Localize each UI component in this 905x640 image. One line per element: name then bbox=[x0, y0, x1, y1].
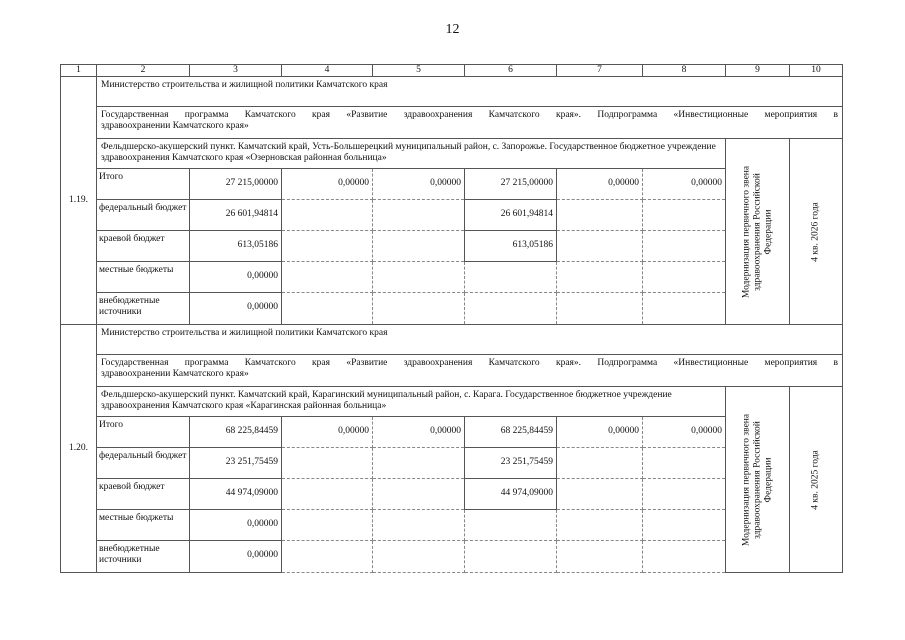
deadline-cell bbox=[790, 387, 843, 573]
deadline-text: 4 кв. 2026 года bbox=[810, 201, 821, 262]
finance-col6: 613,05186 bbox=[465, 231, 557, 262]
header-cell-5: 5 bbox=[373, 65, 465, 77]
finance-col7 bbox=[557, 479, 643, 510]
finance-col4 bbox=[282, 448, 373, 479]
program-text-line2: здравоохранении Камчатского края» bbox=[101, 121, 249, 131]
finance-col8 bbox=[643, 448, 726, 479]
finance-col6: 23 251,75459 bbox=[465, 448, 557, 479]
deadline-cell bbox=[790, 139, 843, 325]
finance-col3: 0,00000 bbox=[190, 293, 282, 325]
finance-col6: 68 225,84459 bbox=[465, 417, 557, 448]
finance-label: Итого bbox=[97, 417, 190, 448]
page-number: 12 bbox=[445, 22, 460, 37]
program-text-line1: Государственная программа Камчатского края «Развитие здравоохранения Камчатского края». Подпрограмма «Инвестиционные мероприятия в bbox=[101, 110, 838, 120]
ministry-text: Министерство строительства и жилищной политики Камчатского края bbox=[97, 77, 843, 107]
header-cell-2: 2 bbox=[97, 65, 190, 77]
finance-col8 bbox=[643, 231, 726, 262]
finance-col6 bbox=[465, 510, 557, 541]
finance-col8 bbox=[643, 200, 726, 231]
finance-col7 bbox=[557, 448, 643, 479]
finance-col3: 68 225,84459 bbox=[190, 417, 282, 448]
header-row bbox=[61, 65, 843, 77]
finance-col3: 613,05186 bbox=[190, 231, 282, 262]
purpose-cell bbox=[726, 387, 790, 573]
program-row bbox=[61, 355, 843, 387]
finance-col8 bbox=[643, 293, 726, 325]
finance-col4 bbox=[282, 200, 373, 231]
finance-col5 bbox=[373, 479, 465, 510]
row-number: 1.19. bbox=[61, 77, 97, 325]
finance-col3: 27 215,00000 bbox=[190, 169, 282, 200]
purpose-text: Модернизация первичного звена здравоохранения Российской Федерации bbox=[741, 165, 773, 298]
finance-col8: 0,00000 bbox=[643, 169, 726, 200]
program-text-line1: Государственная программа Камчатского края «Развитие здравоохранения Камчатского края». Подпрограмма «Инвестиционные мероприятия в bbox=[101, 358, 838, 368]
finance-col5 bbox=[373, 262, 465, 293]
program-row bbox=[61, 107, 843, 139]
finance-col6 bbox=[465, 262, 557, 293]
finance-col4: 0,00000 bbox=[282, 417, 373, 448]
finance-col8 bbox=[643, 262, 726, 293]
finance-col5 bbox=[373, 510, 465, 541]
finance-label: внебюджетные источники bbox=[97, 293, 190, 325]
finance-label: местные бюджеты bbox=[97, 262, 190, 293]
ministry-text: Министерство строительства и жилищной политики Камчатского края bbox=[97, 325, 843, 355]
finance-col6 bbox=[465, 541, 557, 573]
finance-col6: 26 601,94814 bbox=[465, 200, 557, 231]
finance-col3: 26 601,94814 bbox=[190, 200, 282, 231]
finance-col5 bbox=[373, 200, 465, 231]
finance-label: краевой бюджет bbox=[97, 231, 190, 262]
finance-col5 bbox=[373, 448, 465, 479]
purpose-text: Модернизация первичного звена здравоохранения Российской Федерации bbox=[741, 413, 773, 546]
finance-col7 bbox=[557, 262, 643, 293]
finance-label: внебюджетные источники bbox=[97, 541, 190, 573]
finance-col3: 0,00000 bbox=[190, 541, 282, 573]
header-cell-7: 7 bbox=[557, 65, 643, 77]
header-cell-10: 10 bbox=[790, 65, 843, 77]
finance-col7 bbox=[557, 231, 643, 262]
finance-col4 bbox=[282, 541, 373, 573]
finance-label: краевой бюджет bbox=[97, 479, 190, 510]
finance-col5: 0,00000 bbox=[373, 169, 465, 200]
header-cell-3: 3 bbox=[190, 65, 282, 77]
finance-col7 bbox=[557, 200, 643, 231]
header-cell-8: 8 bbox=[643, 65, 726, 77]
program-text bbox=[97, 107, 843, 139]
finance-col3: 0,00000 bbox=[190, 262, 282, 293]
finance-col3: 44 974,09000 bbox=[190, 479, 282, 510]
finance-label: Итого bbox=[97, 169, 190, 200]
finance-col4: 0,00000 bbox=[282, 169, 373, 200]
purpose-cell bbox=[726, 139, 790, 325]
finance-col7 bbox=[557, 293, 643, 325]
finance-col6 bbox=[465, 293, 557, 325]
finance-col5 bbox=[373, 541, 465, 573]
header-cell-1: 1 bbox=[61, 65, 97, 77]
finance-col6: 27 215,00000 bbox=[465, 169, 557, 200]
finance-col8 bbox=[643, 479, 726, 510]
finance-col5 bbox=[373, 293, 465, 325]
deadline-text: 4 кв. 2025 года bbox=[810, 449, 821, 510]
program-text-line2: здравоохранении Камчатского края» bbox=[101, 369, 249, 379]
finance-col7 bbox=[557, 541, 643, 573]
finance-col5: 0,00000 bbox=[373, 417, 465, 448]
finance-col4 bbox=[282, 262, 373, 293]
finance-label: федеральный бюджет bbox=[97, 200, 190, 231]
finance-col6: 44 974,09000 bbox=[465, 479, 557, 510]
finance-col3: 23 251,75459 bbox=[190, 448, 282, 479]
finance-col8 bbox=[643, 510, 726, 541]
object-text: Фельдшерско-акушерский пункт. Камчатский край, Карагинский муниципальный район, с. Карага. Государственное бюджетное учреждение здравоохранения Камчатского края «Карагинская районная больница» bbox=[97, 387, 726, 417]
finance-col4 bbox=[282, 479, 373, 510]
object-row bbox=[61, 387, 843, 417]
finance-col8 bbox=[643, 541, 726, 573]
finance-col4 bbox=[282, 293, 373, 325]
finance-col8: 0,00000 bbox=[643, 417, 726, 448]
finance-col3: 0,00000 bbox=[190, 510, 282, 541]
object-row bbox=[61, 139, 843, 169]
finance-label: федеральный бюджет bbox=[97, 448, 190, 479]
row-number: 1.20. bbox=[61, 325, 97, 573]
header-cell-6: 6 bbox=[465, 65, 557, 77]
header-cell-9: 9 bbox=[726, 65, 790, 77]
finance-col7: 0,00000 bbox=[557, 169, 643, 200]
program-text bbox=[97, 355, 843, 387]
finance-col4 bbox=[282, 231, 373, 262]
ministry-row bbox=[61, 325, 843, 355]
finance-col4 bbox=[282, 510, 373, 541]
finance-label: местные бюджеты bbox=[97, 510, 190, 541]
header-cell-4: 4 bbox=[282, 65, 373, 77]
finance-col5 bbox=[373, 231, 465, 262]
finance-col7: 0,00000 bbox=[557, 417, 643, 448]
investment-table bbox=[60, 64, 843, 573]
finance-col7 bbox=[557, 510, 643, 541]
ministry-row bbox=[61, 77, 843, 107]
object-text: Фельдшерско-акушерский пункт. Камчатский край, Усть-Большерецкий муниципальный район, с. Запорожье. Государственное бюджетное учреждение здравоохранения Камчатского края «Озерновская районная больница» bbox=[97, 139, 726, 169]
